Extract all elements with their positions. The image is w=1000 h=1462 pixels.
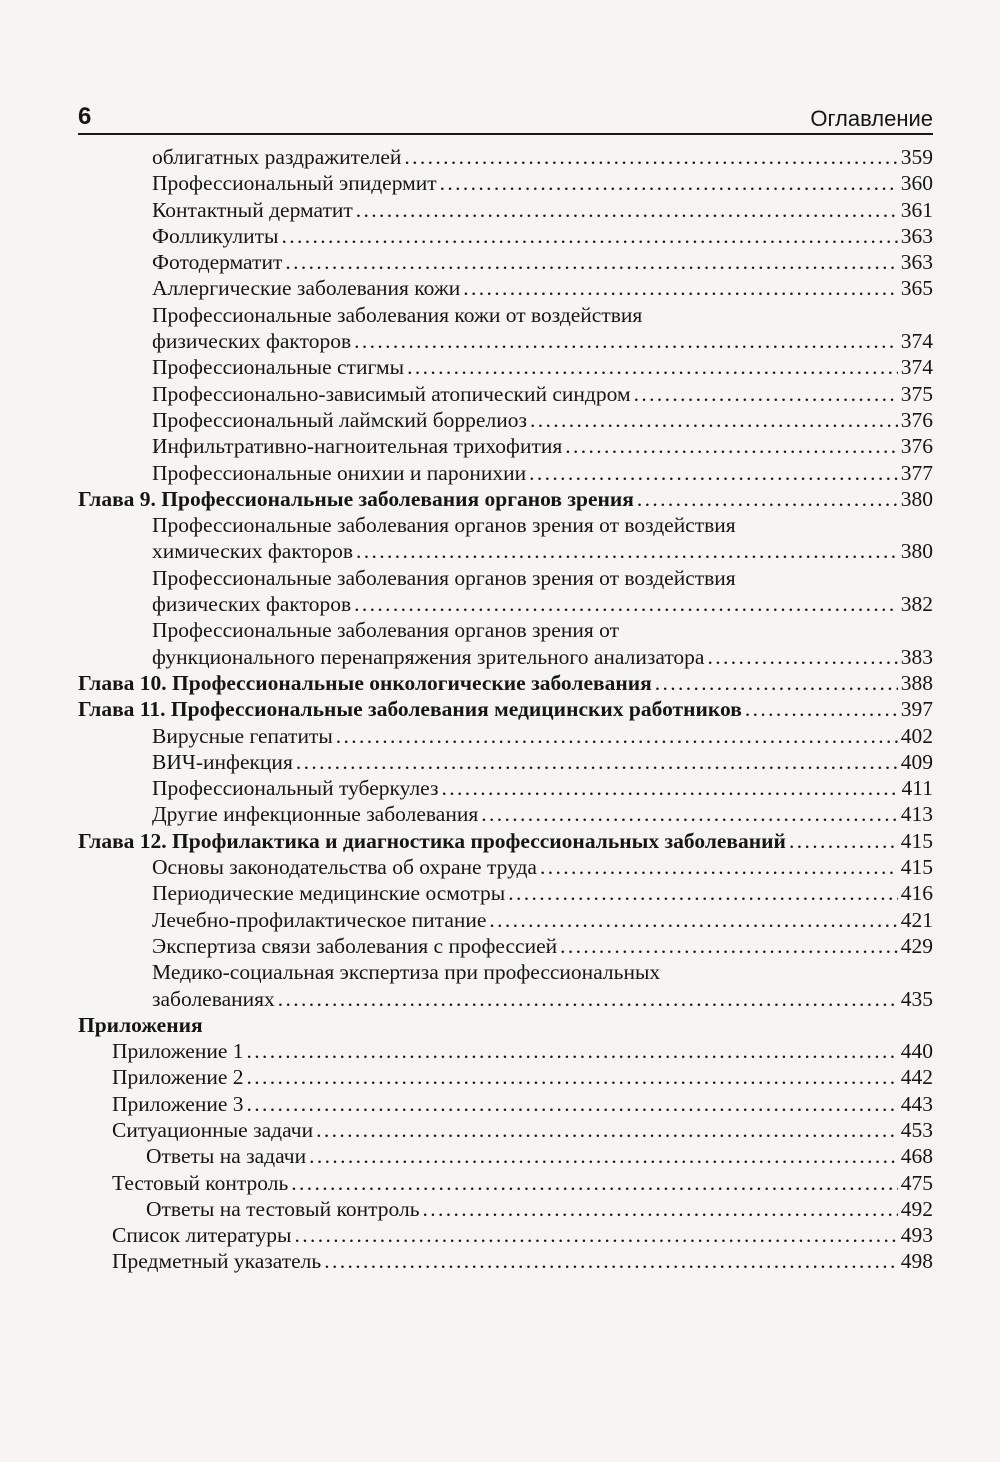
toc-entry-page: 492 [900,1196,933,1221]
dot-leader [530,407,898,433]
dot-leader [540,854,898,880]
dot-leader [354,591,898,617]
toc-entry-title: Профессиональный туберкулез [152,776,439,801]
dot-leader [336,723,898,749]
toc-entry-title: заболеваниях [152,986,275,1011]
dot-leader [356,538,898,564]
toc-entry-title: физических факторов [152,329,352,354]
toc-entry-page: 382 [900,592,933,617]
dot-leader [316,1117,898,1143]
toc-entry [78,407,933,433]
dot-leader [634,381,898,407]
toc-entry-page: 380 [900,539,933,564]
dot-leader [529,460,898,486]
toc-entry-title: Приложение 2 [112,1065,244,1090]
dot-leader [508,880,898,906]
toc-entry-title: Профессиональные заболевания органов зрения от воздействия [152,565,736,590]
toc-entry-title: Фотодерматит [152,250,283,275]
toc-entry-page: 415 [900,855,933,880]
toc-entry [78,749,933,775]
dot-leader [560,933,898,959]
dot-leader [440,170,898,196]
toc-entry-title: физических факторов [152,592,352,617]
toc-entry [78,328,933,354]
toc-entry [78,1170,933,1196]
toc-chapter-entry [78,1012,933,1038]
toc-entry-title: Тестовый контроль [112,1170,289,1195]
toc-entry-page: 411 [901,776,933,801]
toc-entry [78,801,933,827]
toc-entry-title: Ответы на тестовый контроль [146,1196,420,1221]
toc-entry-title: Периодические медицинские осмотры [152,881,506,906]
toc-entry-page: 415 [900,828,933,853]
toc-entry-title: Медико-социальная экспертиза при профессиональных [152,960,661,985]
dot-leader [296,749,898,775]
toc-entry-title: Вирусные гепатиты [152,723,333,748]
toc-entry-title: Профессиональные заболевания органов зрения от [152,618,619,643]
toc-entry [78,723,933,749]
toc-entry [78,538,933,564]
toc-entry-title: Глава 11. Профессиональные заболевания медицинских работников [78,697,742,722]
toc-entry-page: 402 [900,723,933,748]
dot-leader [309,1143,898,1169]
toc-entry-page: 376 [900,434,933,459]
toc-entry-page: 377 [900,460,933,485]
toc-entry [78,880,933,906]
toc-entry [78,986,933,1012]
dot-leader [324,1248,898,1274]
toc-entry [78,617,933,643]
toc-entry-title: Глава 9. Профессиональные заболевания органов зрения [78,486,634,511]
toc-entry [78,354,933,380]
toc-entry-title: Экспертиза связи заболевания с профессией [152,933,558,958]
dot-leader [707,644,897,670]
toc-entry [78,1143,933,1169]
toc-entry [78,1248,933,1274]
toc-entry-title: Ситуационные задачи [112,1117,314,1142]
dot-leader [463,275,898,301]
toc-entry-page: 360 [900,171,933,196]
toc-entry-page: 365 [900,276,933,301]
dot-leader [745,696,898,722]
toc-entry [78,144,933,170]
toc-entry-title: Приложения [78,1012,203,1037]
dot-leader [637,486,898,512]
toc-entry-page: 380 [900,486,933,511]
dot-leader [247,1038,898,1064]
toc-entry [78,854,933,880]
dot-leader [354,328,898,354]
dot-leader [247,1064,898,1090]
toc-entry-title: Глава 10. Профессиональные онкологические заболевания [78,670,652,695]
toc-entry [78,460,933,486]
dot-leader [356,197,898,223]
toc-entry-title: функционального перенапряжения зрительного анализатора [152,644,705,669]
toc-entry [78,433,933,459]
toc-entry-title: Предметный указатель [112,1249,322,1274]
table-of-contents [78,144,933,1275]
dot-leader [294,1222,897,1248]
toc-entry [78,1196,933,1222]
toc-entry-title: Профессиональные онихии и паронихии [152,460,527,485]
toc-entry [78,1064,933,1090]
dot-leader [291,1170,897,1196]
toc-entry [78,1222,933,1248]
toc-entry [78,644,933,670]
dot-leader [407,354,898,380]
toc-entry [78,249,933,275]
dot-leader [489,907,897,933]
toc-entry-page: 363 [900,250,933,275]
toc-entry-title: Глава 12. Профилактика и диагностика профессиональных заболеваний [78,828,786,853]
toc-entry-title: Приложение 3 [112,1091,244,1116]
toc-chapter-entry [78,670,933,696]
toc-entry-page: 409 [900,749,933,774]
toc-entry-title: Инфильтративно-нагноительная трихофития [152,434,563,459]
toc-entry-page: 442 [900,1065,933,1090]
toc-entry [78,1038,933,1064]
dot-leader [441,775,898,801]
toc-entry-title: Лечебно-профилактическое питание [152,907,487,932]
toc-entry-page: 383 [900,644,933,669]
toc-entry-page: 388 [900,670,933,695]
toc-entry [78,1117,933,1143]
toc-entry [78,275,933,301]
dot-leader [404,144,897,170]
toc-entry-page: 468 [900,1144,933,1169]
toc-entry-page: 453 [900,1117,933,1142]
toc-entry [78,565,933,591]
toc-entry-page: 363 [900,223,933,248]
toc-entry-title: ВИЧ-инфекция [152,749,293,774]
toc-entry-title: Аллергические заболевания кожи [152,276,461,301]
toc-chapter-entry [78,696,933,722]
toc-entry-page: 429 [900,933,933,958]
dot-leader [278,986,898,1012]
page-number: 6 [78,103,92,130]
toc-entry [78,907,933,933]
toc-chapter-entry [78,486,933,512]
toc-entry-title: Контактный дерматит [152,197,353,222]
toc-entry [78,223,933,249]
toc-entry-title: Ответы на задачи [146,1144,307,1169]
dot-leader [565,433,897,459]
toc-entry [78,302,933,328]
toc-entry-page: 443 [900,1091,933,1116]
toc-entry-page: 375 [900,381,933,406]
toc-entry-page: 397 [900,697,933,722]
dot-leader [789,828,898,854]
toc-entry-title: Основы законодательства об охране труда [152,855,537,880]
toc-entry-page: 498 [900,1249,933,1274]
toc-entry-title: Профессионально-зависимый атопический синдром [152,381,631,406]
toc-entry [78,775,933,801]
toc-entry-title: Другие инфекционные заболевания [152,802,479,827]
toc-entry [78,381,933,407]
toc-entry-title: химических факторов [152,539,354,564]
toc-entry-page: 374 [900,355,933,380]
toc-entry [78,197,933,223]
dot-leader [423,1196,898,1222]
toc-entry-page: 376 [900,407,933,432]
toc-entry-page: 361 [900,197,933,222]
toc-entry [78,170,933,196]
toc-entry-title: Профессиональные заболевания органов зрения от воздействия [152,513,736,538]
toc-entry-title: Фолликулиты [152,223,279,248]
toc-entry-page: 421 [900,907,933,932]
toc-entry-title: Профессиональные стигмы [152,355,405,380]
toc-entry-page: 374 [900,329,933,354]
toc-entry-page: 493 [900,1223,933,1248]
toc-entry-title: Профессиональный эпидермит [152,171,437,196]
dot-leader [281,223,897,249]
toc-entry-page: 475 [900,1170,933,1195]
toc-entry [78,933,933,959]
toc-entry-title: Профессиональные заболевания кожи от воздействия [152,302,643,327]
running-head [78,101,933,135]
dot-leader [285,249,897,275]
toc-entry [78,591,933,617]
dot-leader [655,670,898,696]
toc-entry [78,959,933,985]
toc-entry-page: 416 [900,881,933,906]
toc-entry-page: 435 [900,986,933,1011]
toc-chapter-entry [78,828,933,854]
toc-entry-page: 440 [900,1039,933,1064]
toc-entry-title: Приложение 1 [112,1039,244,1064]
toc-entry-page: 413 [900,802,933,827]
toc-entry [78,512,933,538]
section-title: Оглавление [810,106,933,131]
dot-leader [481,801,898,827]
dot-leader [247,1091,898,1117]
toc-entry-title: Профессиональный лаймский боррелиоз [152,407,527,432]
toc-entry [78,1091,933,1117]
toc-entry-title: Список литературы [112,1223,292,1248]
toc-entry-page: 359 [900,145,933,169]
toc-entry-title: облигатных раздражителей [152,145,402,169]
